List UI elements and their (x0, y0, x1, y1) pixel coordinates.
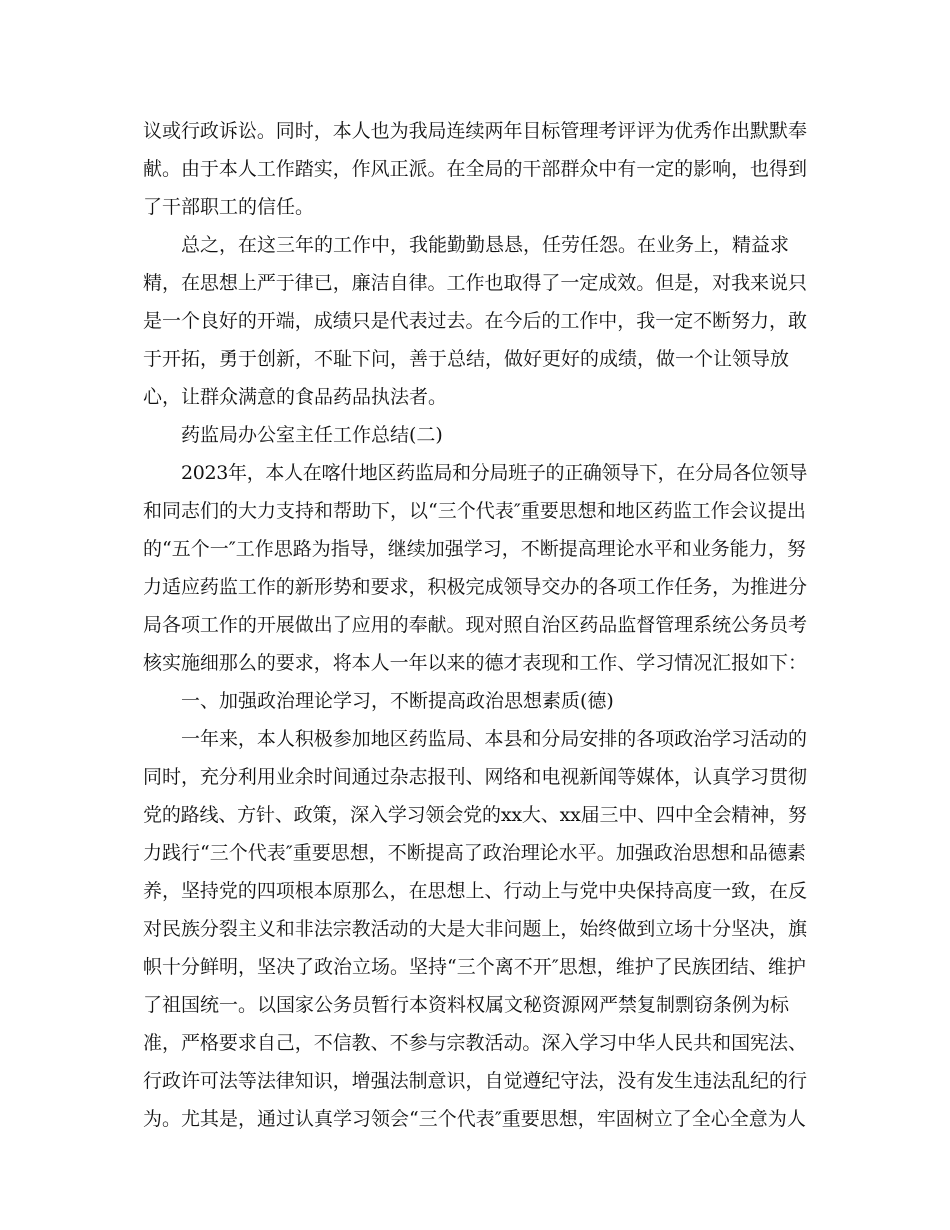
paragraph (143, 416, 807, 454)
text-line: 一年来，本人积极参加地区药监局、本县和分局安排的各项政治学习活动的 (181, 728, 807, 750)
paragraph (143, 720, 807, 1138)
text-line: 献。由于本人工作踏实，作风正派。在全局的干部群众中有一定的影响，也得到 (143, 158, 807, 180)
text-line: 核实施细那么的要求，将本人一年以来的德才表现和工作、学习情况汇报如下： (143, 652, 807, 674)
paragraph (143, 682, 807, 720)
text-line: 了祖国统一。以国家公务员暂行本资料权属文秘资源网严禁复制剽窃条例为标 (143, 994, 790, 1016)
text-line: 议或行政诉讼。同时，本人也为我局连续两年目标管理考评评为优秀作出默默奉 (143, 120, 807, 142)
text-line: 为。尤其是，通过认真学习领会“三个代表″重要思想，牢固树立了全心全意为人 (143, 1108, 806, 1130)
text-line: 精，在思想上严于律已，廉洁自律。工作也取得了一定成效。但是，对我来说只 (143, 272, 807, 294)
text-line: 总之，在这三年的工作中，我能勤勤恳恳，任劳任怨。在业务上，精益求 (181, 234, 790, 256)
text-line: 的“五个一″工作思路为指导，继续加强学习，不断提高理论水平和业务能力，努 (143, 538, 806, 560)
text-line: 行政许可法等法律知识，增强法制意识，自觉遵纪守法，没有发生违法乱纪的行 (143, 1070, 807, 1092)
text-line: 力践行“三个代表″重要思想，不断提高了政治理论水平。加强政治思想和品德素 (143, 842, 806, 864)
text-line: 帜十分鲜明，坚决了政治立场。坚持“三个离不开″思想，维护了民族团结、维护 (143, 956, 806, 978)
text-line: 对民族分裂主义和非法宗教活动的大是大非问题上，始终做到立场十分坚决，旗 (143, 918, 807, 940)
paragraph (143, 112, 807, 226)
text-line: 力适应药监工作的新形势和要求，积极完成领导交办的各项工作任务，为推进分 (143, 576, 807, 598)
text-line: 心，让群众满意的食品药品执法者。 (143, 386, 448, 408)
document-body (143, 112, 807, 1138)
text-line: 了干部职工的信任。 (143, 196, 315, 218)
text-line: 党的路线、方针、政策，深入学习领会党的xx大、xx届三中、四中全会精神，努 (143, 804, 807, 826)
text-line: 和同志们的大力支持和帮助下，以“三个代表″重要思想和地区药监工作会议提出 (143, 500, 806, 522)
text-line: 准，严格要求自己，不信教、不参与宗教活动。深入学习中华人民共和国宪法、 (143, 1032, 807, 1054)
text-line: 局各项工作的开展做出了应用的奉献。现对照自治区药品监督管理系统公务员考 (143, 614, 807, 636)
text-line: 2023年，本人在喀什地区药监局和分局班子的正确领导下，在分局各位领导 (181, 462, 808, 484)
text-line: 养，坚持党的四项根本原那么，在思想上、行动上与党中央保持高度一致，在反 (143, 880, 807, 902)
text-line: 一、加强政治理论学习，不断提高政治思想素质(德) (181, 690, 614, 712)
text-line: 于开拓，勇于创新，不耻下问，善于总结，做好更好的成绩，做一个让领导放 (143, 348, 790, 370)
text-line: 药监局办公室主任工作总结(二) (181, 424, 443, 446)
paragraph (143, 226, 807, 416)
paragraph (143, 454, 807, 682)
text-line: 同时，充分利用业余时间通过杂志报刊、网络和电视新闻等媒体，认真学习贯彻 (143, 766, 807, 788)
text-line: 是一个良好的开端，成绩只是代表过去。在今后的工作中，我一定不断努力，敢 (143, 310, 807, 332)
